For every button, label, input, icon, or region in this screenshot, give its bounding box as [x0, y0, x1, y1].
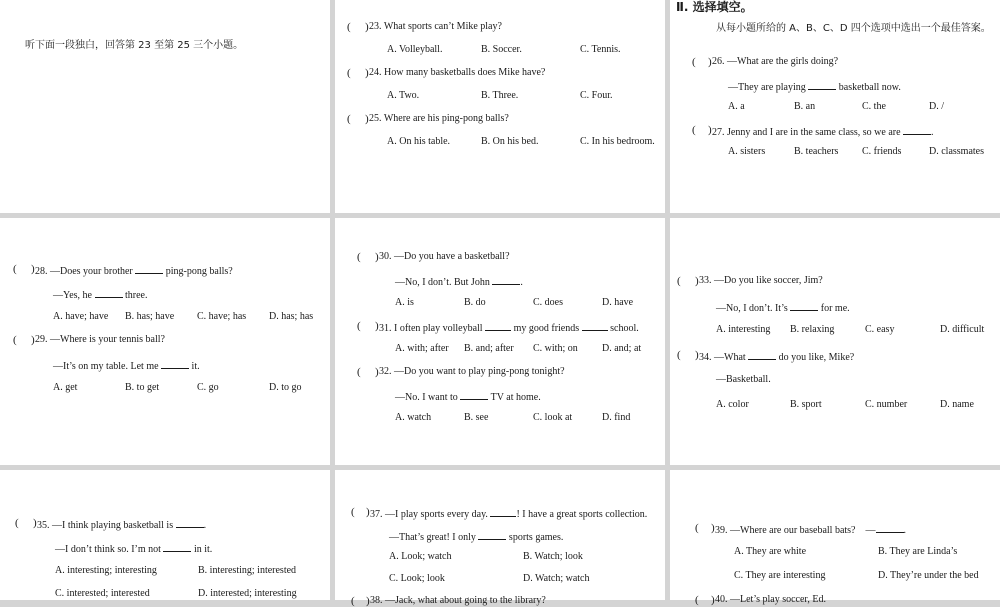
q27-option-d: D. classmates	[929, 146, 984, 157]
q26-option-b: B. an	[794, 101, 816, 112]
q23-option-a: A. Volleyball.	[387, 44, 443, 55]
panel-q28-29	[0, 218, 330, 465]
answer-paren: )	[366, 595, 370, 607]
q38-stem: 38. —Jack, what about going to the library?	[370, 595, 546, 606]
answer-paren: )	[711, 522, 715, 534]
panel-section2-q26-27	[670, 0, 1000, 213]
q26-option-a: A. a	[728, 101, 745, 112]
q24-option-c: C. Four.	[580, 90, 613, 101]
panel-q33-34	[670, 218, 1000, 465]
q28-line2: —Yes, he three.	[53, 287, 148, 302]
q34-line2: —Basketball.	[716, 374, 771, 385]
q37-option-d: D. Watch; watch	[523, 573, 590, 584]
q29-option-a: A. get	[53, 382, 78, 393]
answer-paren: (	[13, 263, 17, 275]
q33-option-d: D. difficult	[940, 324, 985, 335]
answer-paren: (	[692, 124, 696, 136]
q27-option-b: B. teachers	[794, 146, 839, 157]
answer-paren: (	[695, 522, 699, 534]
q30-stem: 30. —Do you have a basketball?	[379, 251, 510, 262]
q25-option-a: A. On his table.	[387, 136, 451, 147]
q32-option-c: C. look at	[533, 412, 573, 423]
q35-option-b: B. interesting; interested	[198, 565, 297, 576]
answer-paren: )	[31, 334, 35, 346]
answer-paren: )	[366, 506, 370, 518]
answer-paren: (	[347, 67, 351, 79]
answer-paren: (	[351, 595, 355, 607]
q26-option-d: D. /	[929, 101, 944, 112]
q31-option-a: A. with; after	[395, 343, 449, 354]
q32-option-b: B. see	[464, 412, 489, 423]
answer-paren: )	[695, 349, 699, 361]
q24-option-b: B. Three.	[481, 90, 519, 101]
q31-stem: 31. I often play volleyball my good friends school.	[379, 320, 639, 335]
q26-option-c: C. the	[862, 101, 886, 112]
q24-option-a: A. Two.	[387, 90, 420, 101]
answer-paren: (	[692, 56, 696, 68]
q29-option-d: D. to go	[269, 382, 302, 393]
answer-paren: )	[31, 263, 35, 275]
answer-paren: )	[33, 517, 37, 529]
q32-option-a: A. watch	[395, 412, 432, 423]
panel-q23-25	[335, 0, 665, 213]
section-heading: Ⅱ. 选择填空。	[676, 0, 753, 14]
answer-paren: )	[708, 56, 712, 68]
q31-option-c: C. with; on	[533, 343, 578, 354]
q32-option-d: D. find	[602, 412, 631, 423]
answer-paren: (	[357, 251, 361, 263]
q24-stem: 24. How many basketballs does Mike have?	[369, 67, 546, 78]
panel-q39-40	[670, 470, 1000, 606]
answer-paren: )	[365, 113, 369, 125]
answer-paren: (	[677, 275, 681, 287]
q31-option-b: B. and; after	[464, 343, 514, 354]
q26-stem: 26. —What are the girls doing?	[712, 56, 839, 67]
answer-paren: (	[347, 21, 351, 33]
answer-paren: (	[13, 334, 17, 346]
q28-option-c: C. have; has	[197, 311, 247, 322]
q35-option-a: A. interesting; interesting	[55, 565, 157, 576]
q23-option-c: C. Tennis.	[580, 44, 621, 55]
panel-q30-32	[335, 218, 665, 465]
q33-stem: 33. —Do you like soccer, Jim?	[699, 275, 823, 286]
answer-paren: )	[708, 124, 712, 136]
q30-option-b: B. do	[464, 297, 486, 308]
answer-paren: )	[375, 366, 379, 378]
answer-paren: (	[351, 506, 355, 518]
q35-stem: 35. —I think playing basketball is .	[37, 517, 206, 532]
q37-option-a: A. Look; watch	[389, 551, 452, 562]
q37-line2: —That’s great! I only sports games.	[389, 529, 563, 544]
q34-option-d: D. name	[940, 399, 974, 410]
q39-option-c: C. They are interesting	[734, 570, 826, 581]
q39-stem: 39. —Where are our baseball bats? — .	[715, 522, 906, 537]
q37-option-b: B. Watch; look	[523, 551, 583, 562]
q29-line2: —It’s on my table. Let me it.	[53, 358, 200, 373]
q30-option-c: C. does	[533, 297, 563, 308]
q25-stem: 25. Where are his ping-pong balls?	[369, 113, 509, 124]
answer-paren: (	[357, 366, 361, 378]
q26-line2: —They are playing basketball now.	[728, 79, 901, 94]
q30-option-d: D. have	[602, 297, 634, 308]
q39-option-b: B. They are Linda’s	[878, 546, 958, 557]
q23-stem: 23. What sports can’t Mike play?	[369, 21, 502, 32]
q29-option-c: C. go	[197, 382, 219, 393]
q34-stem: 34. —What do you like, Mike?	[699, 349, 854, 364]
answer-paren: (	[15, 517, 19, 529]
q39-option-d: D. They’re under the bed	[878, 570, 979, 581]
q37-option-c: C. Look; look	[389, 573, 445, 584]
answer-paren: )	[695, 275, 699, 287]
q28-option-a: A. have; have	[53, 311, 109, 322]
q27-stem: 27. Jenny and I are in the same class, so we are .	[712, 124, 934, 139]
answer-paren: (	[695, 594, 699, 606]
q28-option-b: B. has; have	[125, 311, 175, 322]
q29-option-b: B. to get	[125, 382, 160, 393]
q35-line2: —I don’t think so. I’m not in it.	[55, 541, 212, 556]
panel-q37-38	[335, 470, 665, 607]
q23-option-b: B. Soccer.	[481, 44, 522, 55]
q27-option-c: C. friends	[862, 146, 902, 157]
answer-paren: )	[365, 21, 369, 33]
q35-option-d: D. interested; interesting	[198, 588, 297, 599]
q33-option-a: A. interesting	[716, 324, 771, 335]
q39-option-a: A. They are white	[734, 546, 807, 557]
answer-paren: (	[677, 349, 681, 361]
q30-line2: —No, I don’t. But John .	[395, 274, 523, 289]
answer-paren: (	[357, 320, 361, 332]
q33-line2: —No, I don’t. It’s for me.	[716, 300, 850, 315]
q37-stem: 37. —I play sports every day. ! I have a great sports collection.	[370, 506, 647, 521]
panel-listening-intro	[0, 0, 330, 213]
answer-paren: )	[375, 320, 379, 332]
panel-q35	[0, 470, 330, 600]
listening-instruction: 听下面一段独白，回答第 23 至第 25 三个小题。	[25, 40, 244, 51]
q32-line2: —No. I want to TV at home.	[395, 389, 541, 404]
q35-option-c: C. interested; interested	[55, 588, 150, 599]
q32-stem: 32. —Do you want to play ping-pong tonight?	[379, 366, 565, 377]
answer-paren: )	[365, 67, 369, 79]
q28-stem: 28. —Does your brother ping-pong balls?	[35, 263, 233, 278]
answer-paren: )	[711, 594, 715, 606]
q40-stem: 40. —Let’s play soccer, Ed.	[715, 594, 826, 605]
q34-option-b: B. sport	[790, 399, 822, 410]
section-instruction: 从每小题所给的 A、B、C、D 四个选项中选出一个最佳答案。	[716, 23, 991, 34]
answer-paren: )	[375, 251, 379, 263]
q25-option-c: C. In his bedroom.	[580, 136, 655, 147]
answer-paren: (	[347, 113, 351, 125]
q33-option-c: C. easy	[865, 324, 895, 335]
q34-option-a: A. color	[716, 399, 749, 410]
q27-option-a: A. sisters	[728, 146, 766, 157]
q33-option-b: B. relaxing	[790, 324, 835, 335]
q34-option-c: C. number	[865, 399, 908, 410]
q28-option-d: D. has; has	[269, 311, 314, 322]
q30-option-a: A. is	[395, 297, 414, 308]
q25-option-b: B. On his bed.	[481, 136, 539, 147]
q29-stem: 29. —Where is your tennis ball?	[35, 334, 165, 345]
q31-option-d: D. and; at	[602, 343, 642, 354]
